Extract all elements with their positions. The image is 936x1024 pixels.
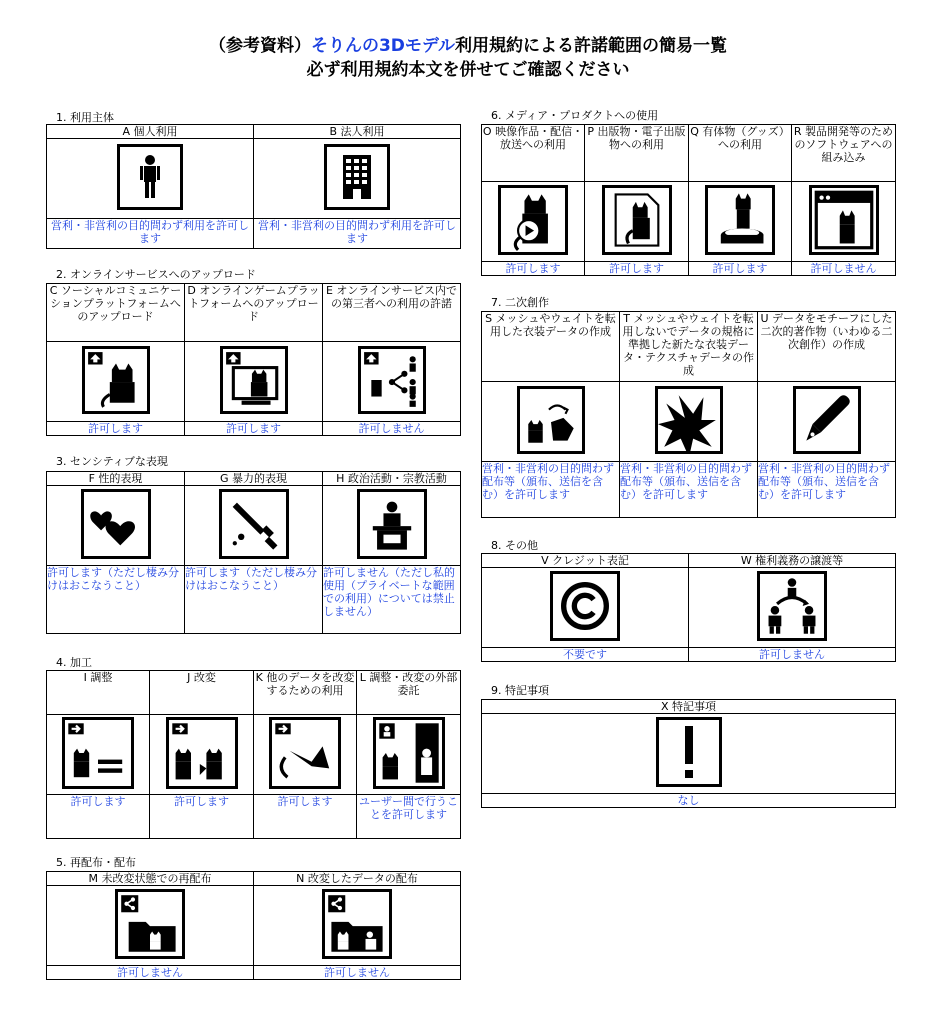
transfer-rights-icon bbox=[757, 571, 827, 641]
result-e: 許可しません bbox=[323, 422, 461, 436]
result-t: 営利・非営利の目的問わず配布等（頒布、送信を含む）を許可します bbox=[620, 462, 758, 518]
figure-goods-icon bbox=[705, 185, 775, 255]
label-e: E オンラインサービス内での第三者への利用の許諾 bbox=[323, 284, 461, 342]
result-s: 営利・非営利の目的問わず配布等（頒布、送信を含む）を許可します bbox=[482, 462, 620, 518]
label-c: C ソーシャルコミュニケーションプラットフォームへのアップロード bbox=[47, 284, 185, 342]
distribute-modified-icon bbox=[322, 889, 392, 959]
label-j: J 改変 bbox=[150, 671, 254, 715]
label-b: B 法人利用 bbox=[254, 125, 461, 139]
result-m: 許可しません bbox=[47, 966, 254, 980]
section-3-title: 3. センシティブな表現 bbox=[56, 455, 168, 468]
hearts-icon bbox=[81, 489, 151, 559]
section-4-title: 4. 加工 bbox=[56, 656, 92, 669]
label-f: F 性的表現 bbox=[47, 472, 185, 486]
publication-icon bbox=[602, 185, 672, 255]
label-k: K 他のデータを改変するための利用 bbox=[254, 671, 357, 715]
label-o: O 映像作品・配信・放送への利用 bbox=[482, 125, 585, 182]
result-r: 許可しません bbox=[792, 262, 896, 276]
label-n: N 改変したデータの配布 bbox=[254, 872, 461, 886]
label-p: P 出版物・電子出版物への利用 bbox=[585, 125, 689, 182]
title-highlight: そりんの3Dモデル bbox=[310, 36, 456, 56]
software-icon bbox=[809, 185, 879, 255]
upload-game-icon bbox=[220, 346, 288, 414]
result-a: 営利・非営利の目的問わず利用を許可します bbox=[47, 219, 254, 249]
label-t: T メッシュやウェイトを転用しないでデータの規格に準拠した新たな衣装データ・テクスチャデータの作成 bbox=[620, 312, 758, 382]
label-x: X 特記事項 bbox=[482, 700, 896, 714]
result-h: 許可しません（ただし私的使用（プライベートな範囲での利用）については禁止しません） bbox=[323, 566, 461, 634]
result-c: 許可します bbox=[47, 422, 185, 436]
podium-icon bbox=[357, 489, 427, 559]
upload-social-icon bbox=[82, 346, 150, 414]
section-1-title: 1. 利用主体 bbox=[56, 111, 114, 124]
pen-icon bbox=[793, 386, 861, 454]
adjust-icon bbox=[62, 717, 134, 789]
copyright-icon bbox=[550, 571, 620, 641]
person-icon bbox=[117, 144, 183, 210]
modify-icon bbox=[166, 717, 238, 789]
title-suffix: 利用規約による許諾範囲の簡易一覧 bbox=[455, 36, 728, 56]
result-g: 許可します（ただし棲み分けはおこなうこと） bbox=[185, 566, 323, 634]
section-2-title: 2. オンラインサービスへのアップロード bbox=[56, 268, 256, 281]
section-1-table bbox=[46, 124, 461, 249]
section-8-table bbox=[481, 553, 896, 662]
page-title bbox=[0, 34, 936, 82]
label-s: S メッシュやウェイトを転用した衣装データの作成 bbox=[482, 312, 620, 382]
outsource-icon bbox=[373, 717, 445, 789]
result-x: なし bbox=[482, 794, 896, 808]
costume-transfer-icon bbox=[517, 386, 585, 454]
section-7-table bbox=[481, 311, 896, 518]
title-subtitle: 必ず利用規約本文を併せてご確認ください bbox=[306, 60, 630, 80]
section-6-title: 6. メディア・プロダクトへの使用 bbox=[491, 109, 659, 122]
result-l: ユーザー間で行うことを許可します bbox=[357, 795, 461, 839]
result-i: 許可します bbox=[47, 795, 150, 839]
result-o: 許可します bbox=[482, 262, 585, 276]
result-v: 不要です bbox=[482, 648, 689, 662]
section-3-table bbox=[46, 471, 461, 634]
share-third-party-icon bbox=[358, 346, 426, 414]
costume-new-icon bbox=[655, 386, 723, 454]
label-m: M 未改変状態での再配布 bbox=[47, 872, 254, 886]
section-9-title: 9. 特記事項 bbox=[491, 684, 549, 697]
reuse-parts-icon bbox=[269, 717, 341, 789]
section-9-table bbox=[481, 699, 896, 808]
result-d: 許可します bbox=[185, 422, 323, 436]
result-n: 許可しません bbox=[254, 966, 461, 980]
result-q: 許可します bbox=[689, 262, 792, 276]
video-icon bbox=[498, 185, 568, 255]
label-v: V クレジット表記 bbox=[482, 554, 689, 568]
label-g: G 暴力的表現 bbox=[185, 472, 323, 486]
label-q: Q 有体物（グッズ）への利用 bbox=[689, 125, 792, 182]
section-2-table bbox=[46, 283, 461, 436]
label-u: U データをモチーフにした二次的著作物（いわゆる二次創作）の作成 bbox=[758, 312, 896, 382]
label-l: L 調整・改変の外部委託 bbox=[357, 671, 461, 715]
result-b: 営利・非営利の目的問わず利用を許可します bbox=[254, 219, 461, 249]
result-u: 営利・非営利の目的問わず配布等（頒布、送信を含む）を許可します bbox=[758, 462, 896, 518]
label-r: R 製品開発等のためのソフトウェアへの組み込み bbox=[792, 125, 896, 182]
building-icon bbox=[324, 144, 390, 210]
result-j: 許可します bbox=[150, 795, 254, 839]
exclamation-icon bbox=[656, 717, 722, 787]
section-8-title: 8. その他 bbox=[491, 539, 538, 552]
result-p: 許可します bbox=[585, 262, 689, 276]
section-5-title: 5. 再配布・配布 bbox=[56, 856, 136, 869]
label-i: I 調整 bbox=[47, 671, 150, 715]
label-w: W 権利義務の譲渡等 bbox=[689, 554, 896, 568]
label-d: D オンラインゲームプラットフォームへのアップロード bbox=[185, 284, 323, 342]
result-k: 許可します bbox=[254, 795, 357, 839]
section-5-table bbox=[46, 871, 461, 980]
result-w: 許可しません bbox=[689, 648, 896, 662]
knife-icon bbox=[219, 489, 289, 559]
label-h: H 政治活動・宗教活動 bbox=[323, 472, 461, 486]
label-a: A 個人利用 bbox=[47, 125, 254, 139]
result-f: 許可します（ただし棲み分けはおこなうこと） bbox=[47, 566, 185, 634]
section-7-title: 7. 二次創作 bbox=[491, 296, 549, 309]
section-4-table bbox=[46, 670, 461, 839]
section-6-table bbox=[481, 124, 896, 276]
redistribute-icon bbox=[115, 889, 185, 959]
title-prefix: （参考資料） bbox=[208, 36, 311, 56]
